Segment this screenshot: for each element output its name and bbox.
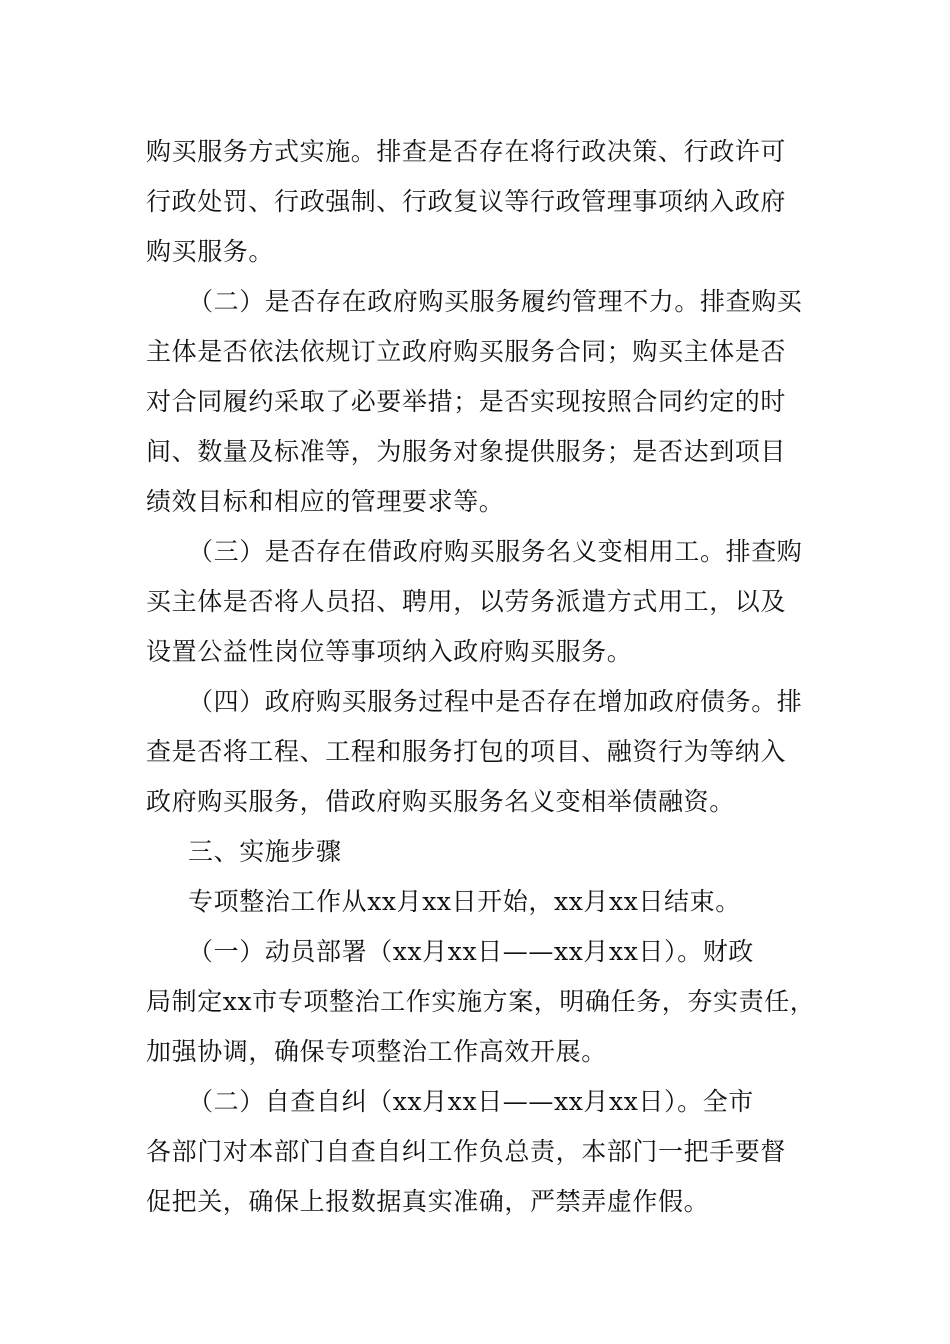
text-line: 购买服务方式实施。排查是否存在将行政决策、行政许可 [146, 137, 787, 166]
text-line: 各部门对本部门自查自纠工作负总责，本部门一把手要督 [146, 1137, 787, 1166]
text-line: 绩效目标和相应的管理要求等。 [146, 487, 505, 516]
text-line: 设置公益性岗位等事项纳入政府购买服务。 [146, 637, 633, 666]
text-line: （三）是否存在借政府购买服务名义变相用工。排查购 [188, 537, 803, 566]
text-line: （一）动员部署（xx月xx日——xx月xx日）。财政 [188, 937, 754, 966]
text-line: 对合同履约采取了必要举措；是否实现按照合同约定的时 [146, 387, 787, 416]
section-heading: 三、实施步骤 [188, 837, 342, 866]
text-line: 局制定xx市专项整治工作实施方案，明确任务，夯实责任， [146, 987, 816, 1016]
text-line: 政府购买服务，借政府购买服务名义变相举债融资。 [146, 787, 735, 816]
text-line: 买主体是否将人员招、聘用，以劳务派遣方式用工，以及 [146, 587, 787, 616]
text-line: 加强协调，确保专项整治工作高效开展。 [146, 1037, 607, 1066]
text-line: 专项整治工作从xx月xx日开始，xx月xx日结束。 [188, 887, 741, 916]
text-line: 主体是否依法依规订立政府购买服务合同；购买主体是否 [146, 337, 787, 366]
text-line: （四）政府购买服务过程中是否存在增加政府债务。排 [188, 687, 803, 716]
text-line: 间、数量及标准等，为服务对象提供服务；是否达到项目 [146, 437, 787, 466]
text-line: （二）自查自纠（xx月xx日——xx月xx日）。全市 [188, 1087, 754, 1116]
text-line: 查是否将工程、工程和服务打包的项目、融资行为等纳入 [146, 737, 787, 766]
text-line: 促把关，确保上报数据真实准确，严禁弄虚作假。 [146, 1187, 710, 1216]
text-line: 购买服务。 [146, 237, 275, 266]
text-line: 行政处罚、行政强制、行政复议等行政管理事项纳入政府 [146, 187, 787, 216]
text-line: （二）是否存在政府购买服务履约管理不力。排查购买 [188, 287, 803, 316]
